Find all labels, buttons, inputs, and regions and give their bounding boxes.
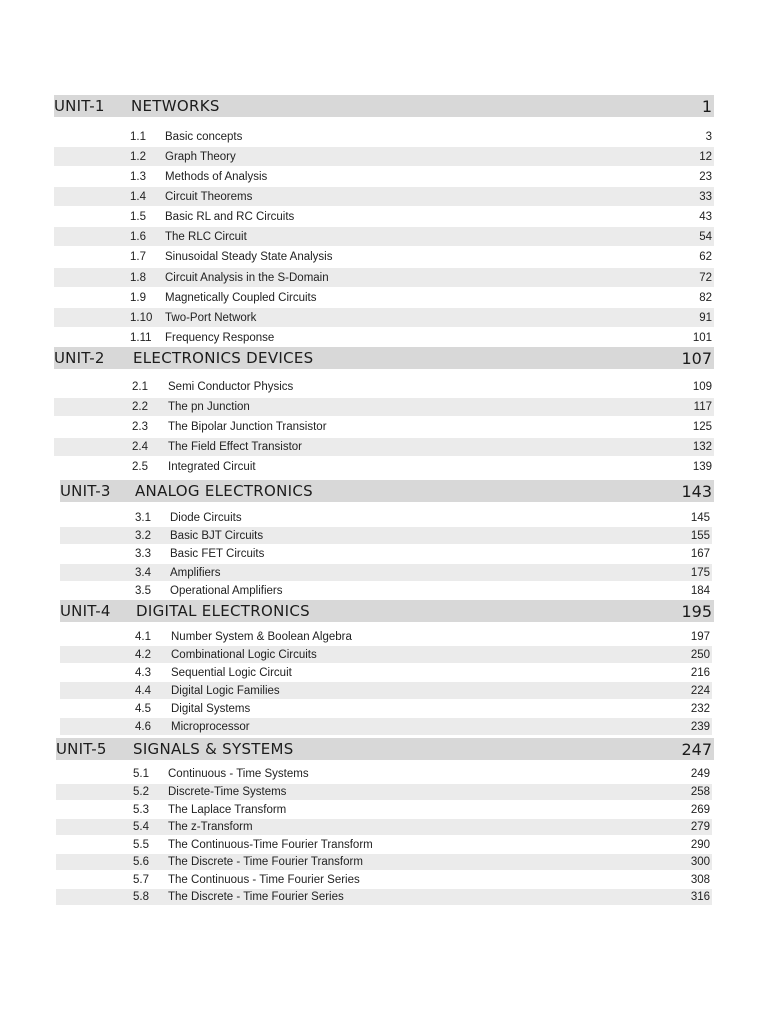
entry-number: 4.2	[135, 648, 151, 661]
entry-number: 4.1	[135, 630, 151, 643]
unit-title: ELECTRONICS DEVICES	[133, 349, 314, 367]
entry-number: 3.5	[135, 584, 151, 597]
entry-page-number: 54	[699, 230, 712, 243]
entry-title: The pn Junction	[168, 401, 250, 413]
toc-entry	[56, 802, 712, 818]
entry-title: The z-Transform	[168, 821, 253, 833]
toc-entry	[60, 527, 712, 544]
entry-number: 3.3	[135, 547, 151, 560]
entry-page-number: 155	[690, 529, 710, 542]
entry-number: 5.3	[133, 804, 149, 816]
toc-entry	[60, 628, 712, 645]
entry-title: Sequential Logic Circuit	[171, 666, 292, 679]
entry-title: Amplifiers	[170, 566, 221, 579]
toc-entry	[56, 854, 712, 870]
entry-number: 1.5	[130, 210, 146, 223]
unit-code: UNIT-5	[56, 740, 107, 758]
toc-entry	[54, 288, 714, 307]
entry-page-number: 216	[690, 666, 710, 679]
entry-number: 5.4	[133, 821, 149, 833]
unit-header	[60, 600, 714, 622]
entry-title: Basic RL and RC Circuits	[165, 210, 295, 223]
entry-page-number: 184	[690, 584, 710, 597]
entry-title: Number System & Boolean Algebra	[171, 630, 352, 643]
toc-entry	[60, 582, 712, 599]
entry-title: Semi Conductor Physics	[168, 381, 294, 393]
entry-page-number: 117	[693, 401, 712, 413]
entry-page-number: 109	[692, 381, 712, 393]
entry-number: 4.3	[135, 666, 151, 679]
entry-number: 2.2	[132, 401, 148, 413]
entry-number: 1.2	[130, 150, 146, 163]
entry-title: The Laplace Transform	[168, 804, 287, 816]
toc-entry	[60, 664, 712, 681]
entry-number: 1.11	[130, 331, 152, 344]
entry-page-number: 145	[690, 511, 710, 524]
entry-number: 1.8	[130, 271, 146, 284]
entry-page-number: 3	[705, 130, 712, 143]
unit-title: ANALOG ELECTRONICS	[135, 482, 313, 500]
entry-title: Integrated Circuit	[168, 461, 256, 473]
entry-number: 1.1	[130, 130, 146, 143]
entry-title: The Discrete - Time Fourier Transform	[168, 856, 363, 868]
unit-page-number: 1	[701, 96, 712, 116]
entry-number: 1.7	[130, 250, 146, 263]
entry-page-number: 250	[690, 648, 710, 661]
unit-page-number: 247	[681, 739, 712, 759]
unit-page-number: 107	[681, 348, 712, 368]
unit-code: UNIT-1	[54, 97, 105, 115]
toc-entry	[56, 766, 712, 782]
entry-title: Graph Theory	[165, 150, 236, 163]
toc-entry	[54, 398, 714, 416]
entry-title: The Discrete - Time Fourier Series	[168, 891, 344, 903]
entry-page-number: 258	[690, 786, 710, 798]
entry-number: 5.6	[133, 856, 149, 868]
toc-entry	[54, 167, 714, 186]
toc-entry	[54, 207, 714, 226]
unit-code: UNIT-3	[60, 482, 111, 500]
entry-title: Combinational Logic Circuits	[171, 648, 317, 661]
entry-number: 2.4	[132, 441, 148, 453]
toc-entry	[60, 718, 712, 735]
unit-code: UNIT-2	[54, 349, 105, 367]
entry-title: Frequency Response	[165, 331, 275, 344]
entry-number: 2.5	[132, 461, 148, 473]
toc-entry	[54, 247, 714, 266]
entry-number: 5.1	[133, 768, 149, 780]
entry-page-number: 132	[692, 441, 712, 453]
entry-page-number: 139	[692, 461, 712, 473]
toc-entry	[60, 682, 712, 699]
toc-entry	[54, 418, 714, 436]
toc-entry	[56, 837, 712, 853]
entry-page-number: 175	[690, 566, 710, 579]
entry-number: 5.2	[133, 786, 149, 798]
entry-page-number: 62	[699, 250, 712, 263]
entry-page-number: 308	[690, 874, 710, 886]
entry-title: The Field Effect Transistor	[168, 441, 303, 453]
entry-title: Circuit Analysis in the S-Domain	[165, 271, 329, 284]
entry-page-number: 224	[690, 684, 710, 697]
entry-title: Diode Circuits	[170, 511, 242, 524]
entry-page-number: 101	[692, 331, 712, 344]
entry-title: The Bipolar Junction Transistor	[168, 421, 327, 433]
entry-page-number: 197	[690, 630, 710, 643]
unit-code: UNIT-4	[60, 602, 111, 620]
toc-entry	[56, 889, 712, 905]
entry-page-number: 290	[690, 839, 710, 851]
entry-title: Magnetically Coupled Circuits	[165, 291, 317, 304]
entry-title: Digital Logic Families	[171, 684, 280, 697]
unit-page-number: 195	[681, 601, 712, 621]
entry-number: 4.5	[135, 702, 151, 715]
toc-entry	[60, 564, 712, 581]
entry-number: 3.4	[135, 566, 151, 579]
entry-number: 2.3	[132, 421, 148, 433]
unit-header	[60, 480, 714, 502]
entry-page-number: 300	[690, 856, 710, 868]
unit-title: SIGNALS & SYSTEMS	[133, 740, 294, 758]
entry-title: The Continuous-Time Fourier Transform	[168, 839, 373, 851]
toc-entry	[60, 700, 712, 717]
entry-number: 1.6	[130, 230, 146, 243]
entry-title: The Continuous - Time Fourier Series	[168, 874, 360, 886]
entry-number: 4.4	[135, 684, 151, 697]
toc-entry	[56, 872, 712, 888]
entry-number: 1.3	[130, 170, 146, 183]
entry-title: Basic FET Circuits	[170, 547, 265, 560]
entry-page-number: 232	[690, 702, 710, 715]
entry-title: Basic BJT Circuits	[170, 529, 264, 542]
toc-entry	[54, 308, 714, 327]
toc-entry	[54, 127, 714, 146]
entry-number: 1.9	[130, 291, 146, 304]
entry-page-number: 269	[690, 804, 710, 816]
entry-page-number: 316	[690, 891, 710, 903]
unit-page-number: 143	[681, 481, 712, 501]
unit-title: DIGITAL ELECTRONICS	[136, 602, 310, 620]
unit-header	[54, 347, 714, 369]
toc-entry	[60, 545, 712, 562]
entry-page-number: 125	[692, 421, 712, 433]
entry-page-number: 91	[699, 311, 712, 324]
toc-entry	[54, 438, 714, 456]
entry-number: 3.2	[135, 529, 151, 542]
entry-page-number: 72	[699, 271, 712, 284]
entry-number: 3.1	[135, 511, 151, 524]
entry-number: 5.7	[133, 874, 149, 886]
entry-title: Operational Amplifiers	[170, 584, 283, 597]
entry-page-number: 23	[699, 170, 712, 183]
entry-title: Basic concepts	[165, 130, 243, 143]
entry-title: Digital Systems	[171, 702, 251, 715]
entry-number: 5.8	[133, 891, 149, 903]
entry-page-number: 249	[690, 768, 710, 780]
unit-header	[54, 95, 714, 117]
entry-number: 2.1	[132, 381, 148, 393]
entry-number: 1.4	[130, 190, 146, 203]
toc-entry	[54, 268, 714, 287]
entry-title: Circuit Theorems	[165, 190, 253, 203]
entry-title: Two-Port Network	[165, 311, 257, 324]
entry-title: Continuous - Time Systems	[168, 768, 309, 780]
entry-title: Discrete-Time Systems	[168, 786, 287, 798]
entry-title: Sinusoidal Steady State Analysis	[165, 250, 333, 263]
entry-page-number: 239	[690, 720, 710, 733]
entry-number: 5.5	[133, 839, 149, 851]
toc-entry	[54, 458, 714, 476]
entry-title: Microprocessor	[171, 720, 250, 733]
entry-page-number: 82	[699, 291, 712, 304]
toc-entry	[54, 187, 714, 206]
toc-entry	[54, 328, 714, 347]
toc-entry	[54, 227, 714, 246]
toc-entry	[54, 147, 714, 166]
toc-entry	[56, 819, 712, 835]
entry-number: 4.6	[135, 720, 151, 733]
unit-header	[56, 738, 714, 760]
entry-number: 1.10	[130, 311, 153, 324]
entry-page-number: 167	[690, 547, 710, 560]
toc-entry	[60, 509, 712, 526]
entry-title: The RLC Circuit	[165, 230, 247, 243]
entry-title: Methods of Analysis	[165, 170, 268, 183]
toc-entry	[56, 784, 712, 800]
entry-page-number: 43	[699, 210, 712, 223]
entry-page-number: 279	[690, 821, 710, 833]
toc-entry	[60, 646, 712, 663]
unit-title: NETWORKS	[131, 97, 220, 115]
entry-page-number: 12	[699, 150, 712, 163]
entry-page-number: 33	[699, 190, 712, 203]
toc-entry	[54, 378, 714, 396]
